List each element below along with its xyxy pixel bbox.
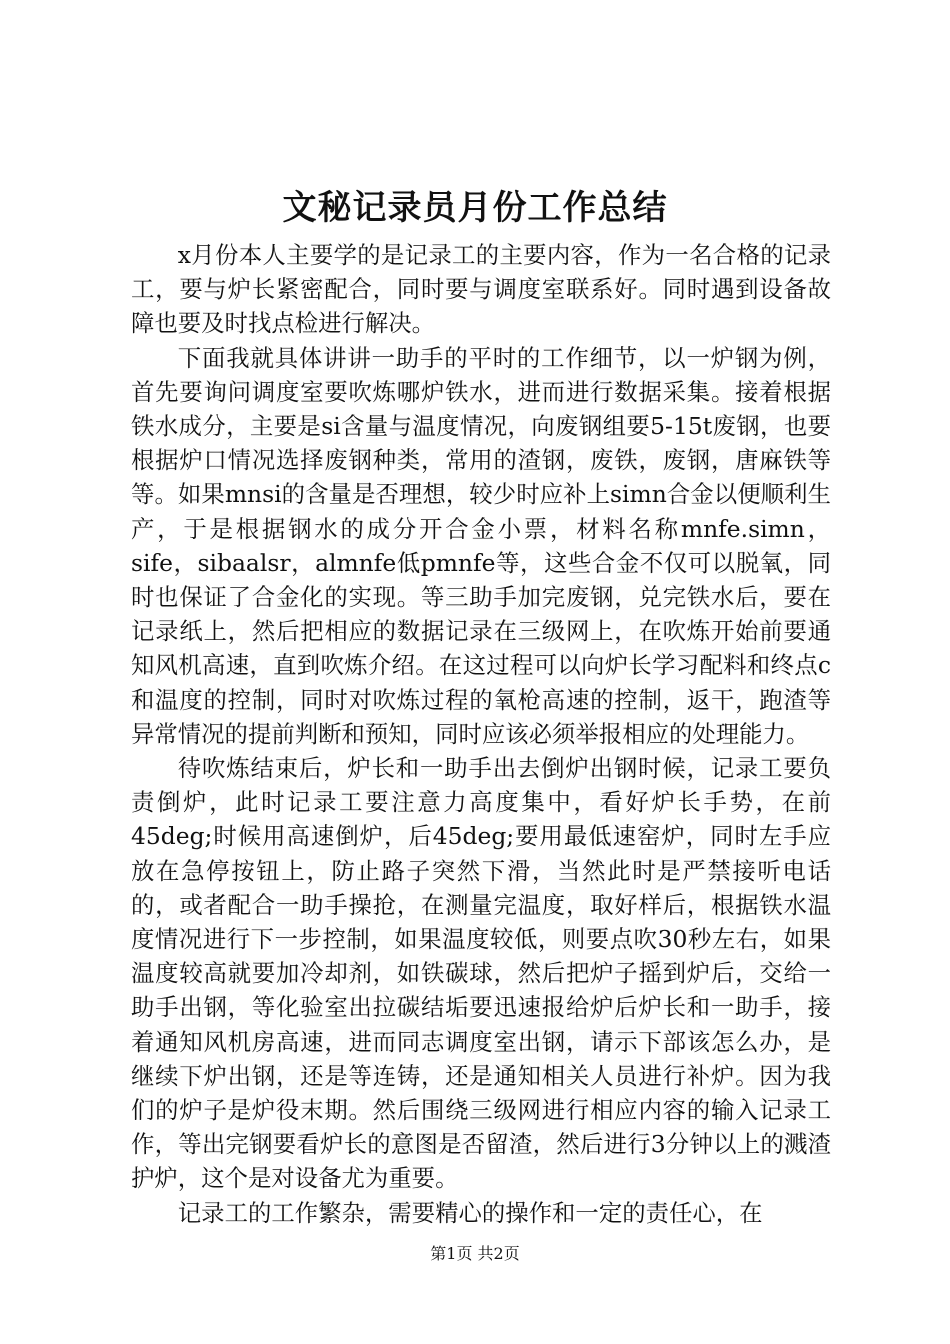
document-body xyxy=(131,238,831,1230)
paragraph-1: x月份本人主要学的是记录工的主要内容，作为一名合格的记录工，要与炉长紧密配合，同时要与调度室联系好。同时遇到设备故障也要及时找点检进行解决。 xyxy=(131,241,831,338)
document-title: 文秘记录员月份工作总结 xyxy=(282,188,668,228)
paragraph-3: 待吹炼结束后，炉长和一助手出去倒炉出钢时候，记录工要负责倒炉，此时记录工要注意力高度集中，看好炉长手势，在前45deg;时候用高速倒炉，后45deg;要用最低速窑炉，同时左手应放在急停按钮上，防止路子突然下滑，当然此时是严禁接听电话的，或者配合一助手操抢，在测量完温度，取好样后，根据铁水温度情况进行下一步控制，如果温度较低，则要点吹30秒左右，如果温度较高就要加冷却剂，如铁碳球，然后把炉子摇到炉后，交给一助手出钢，等化验室出拉碳结垢要迅速报给炉后炉长和一助手，接着通知风机房高速，进而同志调度室出钢，请示下部该怎么办，是继续下炉出钢，还是等连铸，还是通知相关人员进行补炉。因为我们的炉子是炉役末期。然后围绕三级网进行相应内容的输入记录工作，等出完钢要看炉长的意图是否留渣，然后进行3分钟以上的溅渣护炉，这个是对设备尤为重要。 xyxy=(131,754,831,1193)
page-number-footer: 第1页 共2页 xyxy=(430,1244,520,1263)
paragraph-2: 下面我就具体讲讲一助手的平时的工作细节，以一炉钢为例，首先要询问调度室要吹炼哪炉铁水，进而进行数据采集。接着根据铁水成分，主要是si含量与温度情况，向废钢组要5-15t废钢，也要根据炉口情况选择废钢种类，常用的渣钢，废铁，废钢，唐麻铁等等。如果mnsi的含量是否理想，较少时应补上simn合金以便顺利生产，于是根据钢水的成分开合金小票，材料名称mnfe.simn，sife，sibaalsr，almnfe低pmnfe等，这些合金不仅可以脱氧，同时也保证了合金化的实现。等三助手加完废钢，兑完铁水后，要在记录纸上，然后把相应的数据记录在三级网上，在吹炼开始前要通知风机高速，直到吹炼介绍。在这过程可以向炉长学习配料和终点c和温度的控制，同时对吹炼过程的氧枪高速的控制，返干，跑渣等异常情况的提前判断和预知，同时应该必须举报相应的处理能力。 xyxy=(131,343,831,748)
paragraph-4: 记录工的工作繁杂，需要精心的操作和一定的责任心，在 xyxy=(177,1198,763,1227)
